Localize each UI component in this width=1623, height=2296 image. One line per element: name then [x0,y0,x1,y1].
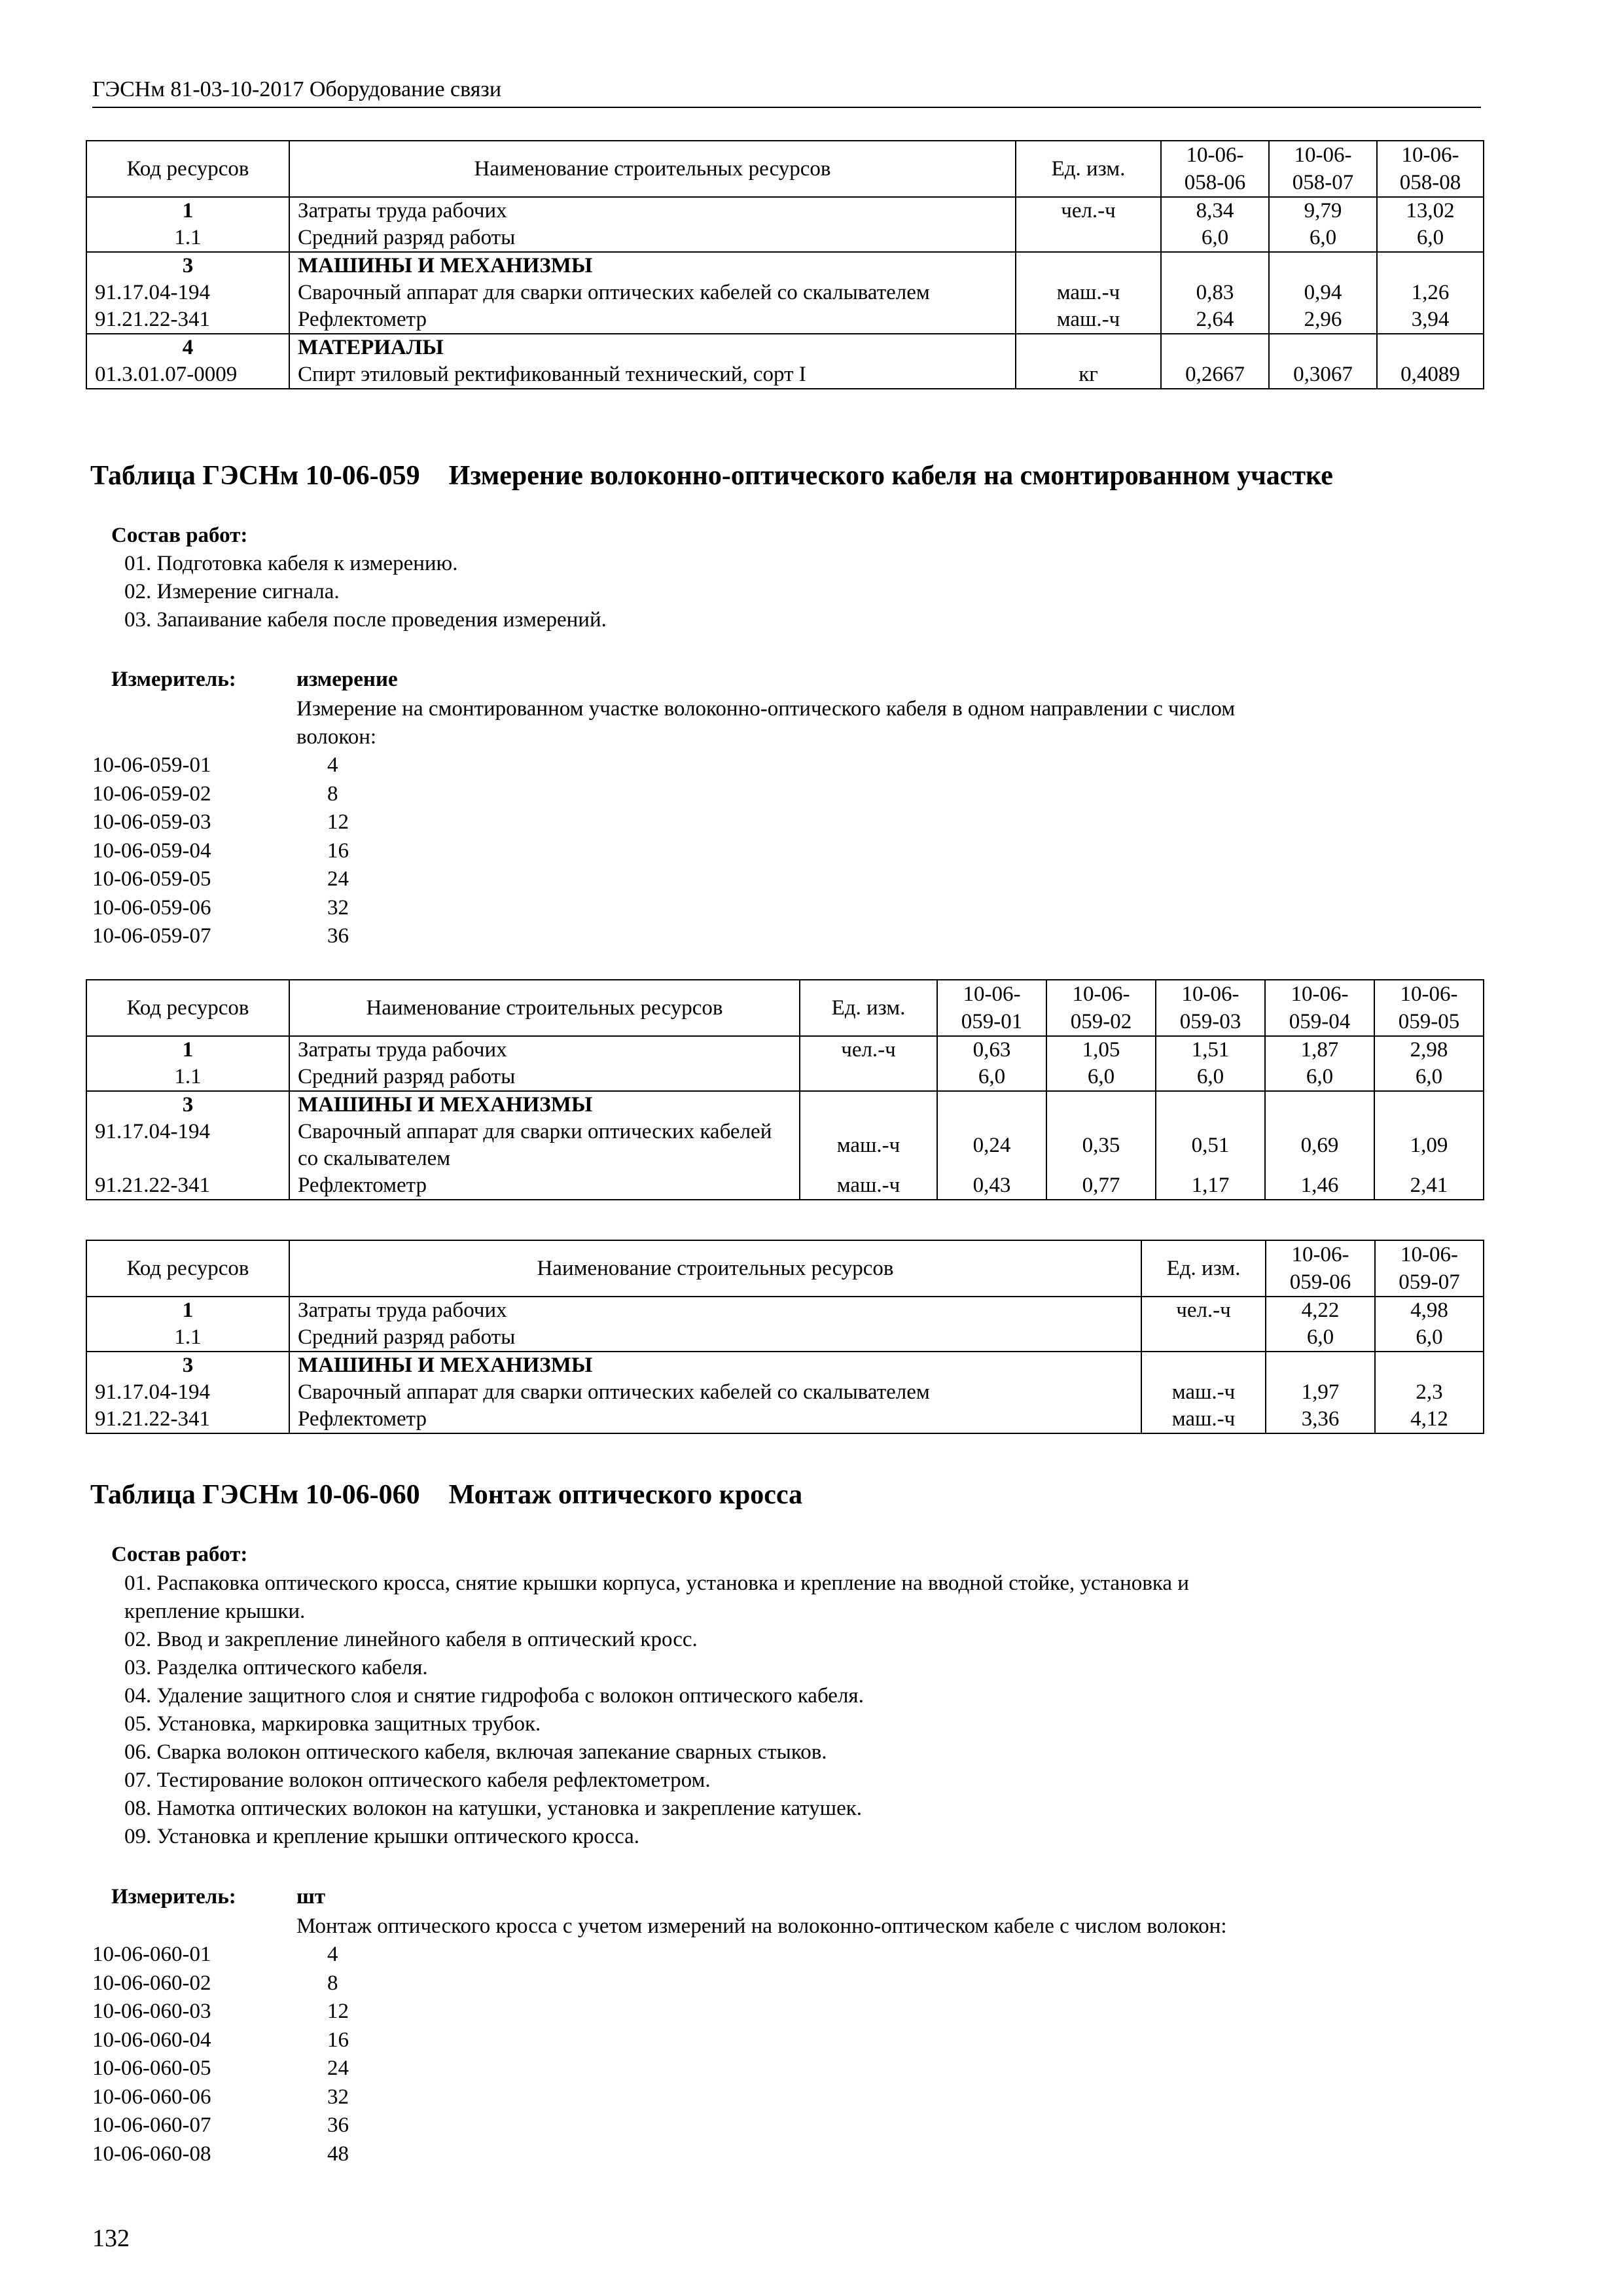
measure-list-059 [92,751,211,951]
work-item-cont: крепление крышки. [124,1600,306,1623]
header-name: Наименование строительных ресурсов [289,980,800,1036]
header-code: Код ресурсов [86,141,289,197]
row-name: Рефлектометр [289,1172,800,1200]
works-label: Состав работ: [111,1543,248,1566]
measure-value: 36 [327,2113,349,2137]
measure-value: 4 [327,753,338,777]
header-col: 10-06- 059-07 [1375,1240,1484,1297]
work-item: 03. Запаивание кабеля после проведения измерений. [124,608,607,632]
row-value: 2,41 [1374,1172,1484,1200]
measure-value: 8 [327,781,338,806]
meter-label: Измеритель: [111,1885,236,1909]
work-item: 05. Установка, маркировка защитных трубок. [124,1712,541,1736]
header-unit: Ед. изм. [1141,1240,1266,1297]
work-item: 02. Измерение сигнала. [124,580,340,603]
row-value: 3,94 [1377,306,1484,334]
row-value: 8,34 [1161,197,1269,224]
measure-code: 10-06-060-08 [92,2142,211,2166]
table-row [86,224,1484,252]
row-code: 1 [86,197,289,224]
row-name: МАТЕРИАЛЫ [289,334,1016,361]
measure-code: 10-06-060-04 [92,2028,211,2052]
row-value: 9,79 [1269,197,1377,224]
meter-description: Измерение на смонтированном участке волоконно-оптического кабеля в одном направлении с числом [296,697,1236,721]
row-value: 2,64 [1161,306,1269,334]
row-code: 1 [86,1036,289,1064]
measure-value: 8 [327,1971,338,1995]
table-row [86,197,1484,224]
measure-code: 10-06-059-06 [92,895,211,920]
header-col: 10-06- 059-01 [937,980,1046,1036]
row-value: 0,51 [1156,1119,1265,1172]
work-item: 08. Намотка оптических волокон на катушки, установка и закрепление катушек. [124,1797,863,1820]
work-item: 06. Сварка волокон оптического кабеля, включая запекание сварных стыков. [124,1740,827,1764]
section-title-060: Таблица ГЭСНм 10-06-060 Монтаж оптического кросса [90,1480,803,1510]
measure-list-060 [92,1941,211,2168]
row-value: 1,05 [1046,1036,1156,1064]
row-code: 91.17.04-194 [86,279,289,306]
measure-value: 36 [327,924,349,948]
row-name: Спирт этиловый ректификованный технический, сорт I [289,361,1016,389]
header-rule [92,107,1481,108]
row-value: 4,98 [1375,1297,1484,1324]
resource-table-058 [86,140,1484,389]
table-row [86,334,1484,361]
header-code: Код ресурсов [86,1240,289,1297]
table-row [86,1297,1484,1324]
row-code: 1.1 [86,1064,289,1091]
row-unit: чел.-ч [1016,197,1161,224]
row-code: 3 [86,252,289,279]
row-name: Сварочный аппарат для сварки оптических кабелей со скалывателем [289,1119,800,1172]
page-number: 132 [92,2225,130,2252]
row-value: 13,02 [1377,197,1484,224]
row-value: 0,83 [1161,279,1269,306]
row-value: 6,0 [1156,1064,1265,1091]
row-name: Сварочный аппарат для сварки оптических кабелей со скалывателем [289,279,1016,306]
row-code: 91.21.22-341 [86,1172,289,1200]
header-unit: Ед. изм. [1016,141,1161,197]
row-value: 6,0 [1265,1064,1374,1091]
work-item: 01. Подготовка кабеля к измерению. [124,552,458,575]
header-col: 10-06- 059-06 [1266,1240,1375,1297]
row-value: 0,4089 [1377,361,1484,389]
row-value: 2,96 [1269,306,1377,334]
table-row [86,1324,1484,1352]
work-item: 09. Установка и крепление крышки оптического кросса. [124,1825,640,1848]
header-name: Наименование строительных ресурсов [289,1240,1141,1297]
row-value: 1,26 [1377,279,1484,306]
row-unit [1141,1324,1266,1352]
row-value: 0,24 [937,1119,1046,1172]
section-title-059: Таблица ГЭСНм 10-06-059 Измерение волоконно-оптического кабеля на смонтированном участке [90,461,1333,491]
row-code: 1.1 [86,1324,289,1352]
resource-table-059-b [86,1240,1484,1434]
meter-unit: шт [296,1885,326,1909]
table-row [86,279,1484,306]
row-value: 1,17 [1156,1172,1265,1200]
row-name: МАШИНЫ И МЕХАНИЗМЫ [289,1091,800,1119]
row-code: 3 [86,1091,289,1119]
table-header-row [86,980,1484,1036]
header-col: 10-06- 058-08 [1377,141,1484,197]
row-value: 0,63 [937,1036,1046,1064]
measure-values-060 [327,1941,349,2168]
work-item: 01. Распаковка оптического кросса, снятие крышки корпуса, установка и крепление на вводной стойке, установка и [124,1571,1189,1595]
measure-code: 10-06-060-03 [92,2000,211,2023]
measure-code: 10-06-059-05 [92,867,211,891]
row-unit: чел.-ч [1141,1297,1266,1324]
measure-value: 32 [327,2085,349,2109]
table-row [86,1172,1484,1200]
row-unit: маш.-ч [1141,1406,1266,1433]
row-value: 1,97 [1266,1379,1375,1406]
row-value: 0,3067 [1269,361,1377,389]
resource-table-059-a [86,979,1484,1200]
measure-code: 10-06-060-06 [92,2085,211,2109]
measure-code: 10-06-059-03 [92,810,211,834]
row-value: 6,0 [1161,224,1269,252]
row-unit: маш.-ч [1016,279,1161,306]
row-value: 6,0 [1374,1064,1484,1091]
measure-value: 48 [327,2142,349,2166]
row-value: 4,12 [1375,1406,1484,1433]
header-col: 10-06- 059-05 [1374,980,1484,1036]
table-row [86,1406,1484,1433]
measure-code: 10-06-060-02 [92,1971,211,1995]
row-unit: маш.-ч [1016,306,1161,334]
measure-value: 12 [327,2000,349,2023]
row-name: Затраты труда рабочих [289,1036,800,1064]
row-unit: маш.-ч [800,1119,937,1172]
row-code: 91.17.04-194 [86,1379,289,1406]
row-value: 1,87 [1265,1036,1374,1064]
row-value: 0,77 [1046,1172,1156,1200]
row-name: Средний разряд работы [289,1324,1141,1352]
row-unit [1016,224,1161,252]
table-row [86,306,1484,334]
measure-code: 10-06-059-04 [92,838,211,863]
row-value: 1,51 [1156,1036,1265,1064]
row-value: 6,0 [937,1064,1046,1091]
header-col: 10-06- 058-06 [1161,141,1269,197]
running-header: ГЭСНм 81-03-10-2017 Оборудование связи [92,77,502,101]
table-row [86,1379,1484,1406]
measure-value: 12 [327,810,349,834]
row-value: 1,46 [1265,1172,1374,1200]
row-unit: кг [1016,361,1161,389]
row-name: Сварочный аппарат для сварки оптических кабелей со скалывателем [289,1379,1141,1406]
measure-value: 32 [327,895,349,920]
row-value: 2,98 [1374,1036,1484,1064]
row-value: 6,0 [1266,1324,1375,1352]
row-name: Средний разряд работы [289,224,1016,252]
row-value: 2,3 [1375,1379,1484,1406]
row-name: Средний разряд работы [289,1064,800,1091]
row-code: 91.17.04-194 [86,1119,289,1172]
row-code: 91.21.22-341 [86,306,289,334]
measure-code: 10-06-059-02 [92,781,211,806]
header-unit: Ед. изм. [800,980,937,1036]
row-code: 4 [86,334,289,361]
row-value: 0,35 [1046,1119,1156,1172]
measure-code: 10-06-059-01 [92,753,211,777]
work-item: 03. Разделка оптического кабеля. [124,1656,428,1679]
row-value: 0,43 [937,1172,1046,1200]
work-item: 04. Удаление защитного слоя и снятие гидрофоба с волокон оптического кабеля. [124,1684,864,1708]
row-name: МАШИНЫ И МЕХАНИЗМЫ [289,252,1016,279]
row-name: Затраты труда рабочих [289,1297,1141,1324]
measure-code: 10-06-059-07 [92,924,211,948]
row-code: 3 [86,1352,289,1379]
row-unit [800,1064,937,1091]
meter-label: Измеритель: [111,668,236,691]
row-code: 1 [86,1297,289,1324]
measure-value: 16 [327,838,349,863]
row-unit: маш.-ч [1141,1379,1266,1406]
table-row [86,361,1484,389]
row-name: МАШИНЫ И МЕХАНИЗМЫ [289,1352,1141,1379]
row-name: Рефлектометр [289,306,1016,334]
row-value: 4,22 [1266,1297,1375,1324]
table-header-row [86,141,1484,197]
table-header-row [86,1240,1484,1297]
measure-values-059 [327,751,349,951]
row-value: 0,2667 [1161,361,1269,389]
measure-value: 4 [327,1943,338,1966]
header-col: 10-06- 058-07 [1269,141,1377,197]
table-row [86,252,1484,279]
header-col: 10-06- 059-04 [1265,980,1374,1036]
table-row [86,1119,1484,1172]
row-value: 6,0 [1375,1324,1484,1352]
table-row [86,1091,1484,1119]
row-value: 0,69 [1265,1119,1374,1172]
row-unit: маш.-ч [800,1172,937,1200]
row-code: 1.1 [86,224,289,252]
row-code: 91.21.22-341 [86,1406,289,1433]
work-item: 07. Тестирование волокон оптического кабеля рефлектометром. [124,1768,711,1792]
meter-unit: измерение [296,668,398,691]
table-row [86,1036,1484,1064]
meter-description: Монтаж оптического кросса с учетом измерений на волоконно-оптическом кабеле с числом волокон: [296,1914,1227,1938]
measure-code: 10-06-060-07 [92,2113,211,2137]
row-value: 3,36 [1266,1406,1375,1433]
row-value: 6,0 [1269,224,1377,252]
measure-value: 24 [327,867,349,891]
header-name: Наименование строительных ресурсов [289,141,1016,197]
row-unit: чел.-ч [800,1036,937,1064]
measure-code: 10-06-060-05 [92,2056,211,2080]
header-code: Код ресурсов [86,980,289,1036]
measure-value: 24 [327,2056,349,2080]
meter-description: волокон: [296,725,377,749]
row-value: 6,0 [1046,1064,1156,1091]
header-col: 10-06- 059-02 [1046,980,1156,1036]
measure-value: 16 [327,2028,349,2052]
header-col: 10-06- 059-03 [1156,980,1265,1036]
work-item: 02. Ввод и закрепление линейного кабеля в оптический кросс. [124,1628,698,1651]
works-label: Состав работ: [111,524,248,547]
row-code: 01.3.01.07-0009 [86,361,289,389]
row-value: 0,94 [1269,279,1377,306]
row-name: Рефлектометр [289,1406,1141,1433]
row-value: 6,0 [1377,224,1484,252]
row-name: Затраты труда рабочих [289,197,1016,224]
measure-code: 10-06-060-01 [92,1943,211,1966]
table-row [86,1352,1484,1379]
row-value: 1,09 [1374,1119,1484,1172]
table-row [86,1064,1484,1091]
